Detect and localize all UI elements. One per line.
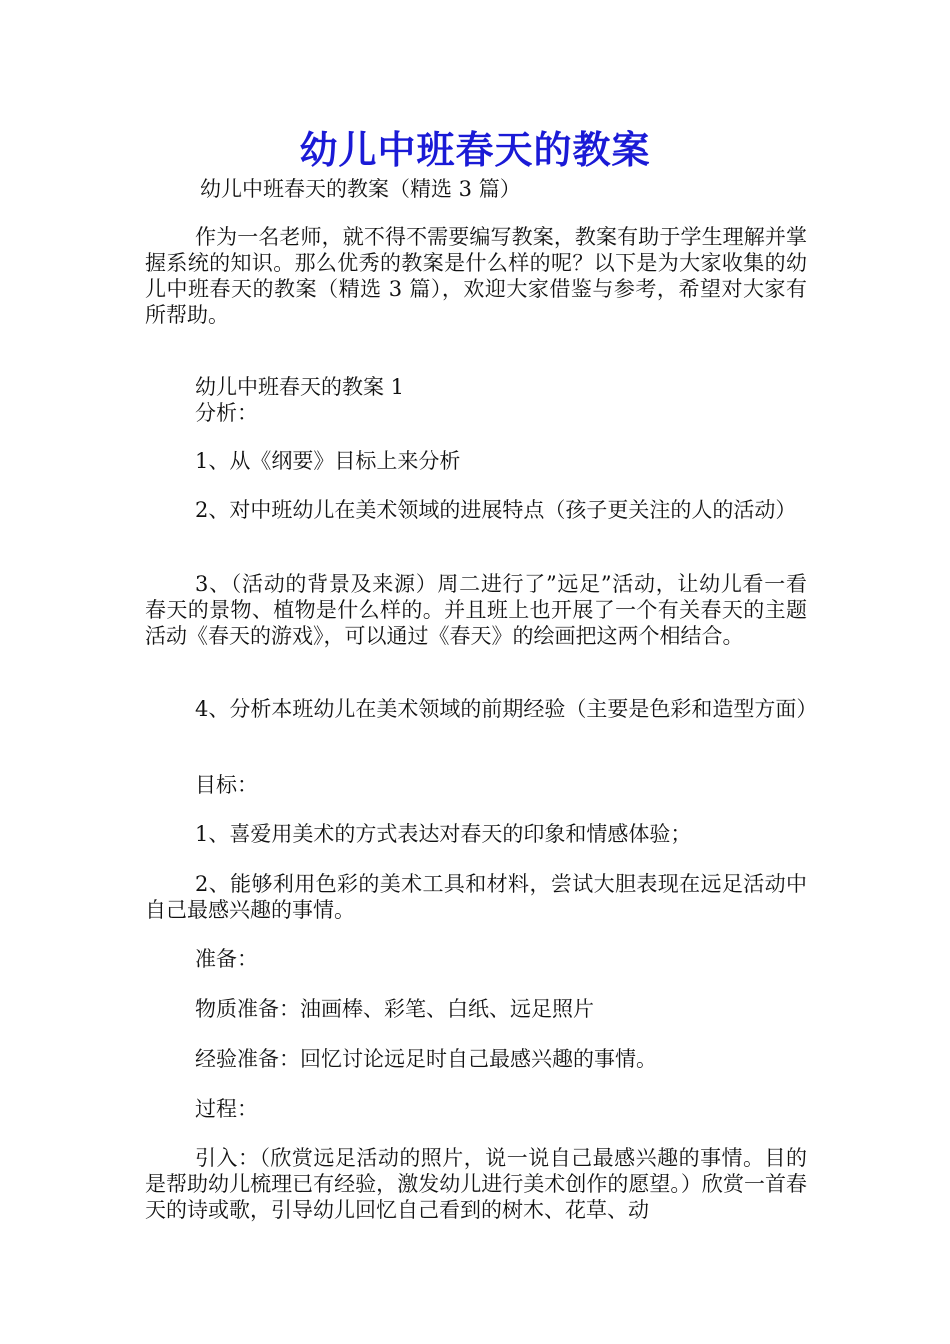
intro-paragraph: 作为一名老师，就不得不需要编写教案，教案有助于学生理解并掌握系统的知识。那么优秀的教案是什么样的呢？以下是为大家收集的幼儿中班春天的教案（精选 3 篇），欢迎大家借鉴与参考，希望对大家有所帮助。 [145,225,807,327]
analysis-item-3: 3、（活动的背景及来源）周二进行了”远足”活动，让幼儿看一看春天的景物、植物是什么样的。并且班上也开展了一个有关春天的主题活动《春天的游戏》，可以通过《春天》的绘画把这两个相结合。 [145,572,807,648]
section-heading: 幼儿中班春天的教案 1 [195,375,405,399]
analysis-item-1: 1、从《纲要》目标上来分析 [195,449,461,473]
goal-item-1: 1、喜爱用美术的方式表达对春天的印象和情感体验； [195,822,692,846]
goal-label: 目标： [195,773,258,797]
process-intro: 引入：（欣赏远足活动的照片，说一说自己最感兴趣的事情。目的是帮助幼儿梳理已有经验，激发幼儿进行美术创作的愿望。）欣赏一首春天的诗或歌，引导幼儿回忆自己看到的树木、花草、动 [145,1146,807,1222]
document-subtitle: 幼儿中班春天的教案（精选 3 篇） [200,177,521,201]
goal-item-2: 2、能够利用色彩的美术工具和材料，尝试大胆表现在远足活动中自己最感兴趣的事情。 [145,872,807,922]
document-title: 幼儿中班春天的教案 [299,128,651,172]
analysis-item-4: 4、分析本班幼儿在美术领域的前期经验（主要是色彩和造型方面） [195,697,818,721]
prep-experience: 经验准备：回忆讨论远足时自己最感兴趣的事情。 [195,1047,657,1071]
analysis-item-2: 2、对中班幼儿在美术领域的进展特点（孩子更关注的人的活动） [195,498,797,522]
analysis-label: 分析： [195,401,258,425]
process-label: 过程： [195,1097,258,1121]
prep-material: 物质准备：油画棒、彩笔、白纸、远足照片 [195,997,594,1021]
prep-label: 准备： [195,947,258,971]
